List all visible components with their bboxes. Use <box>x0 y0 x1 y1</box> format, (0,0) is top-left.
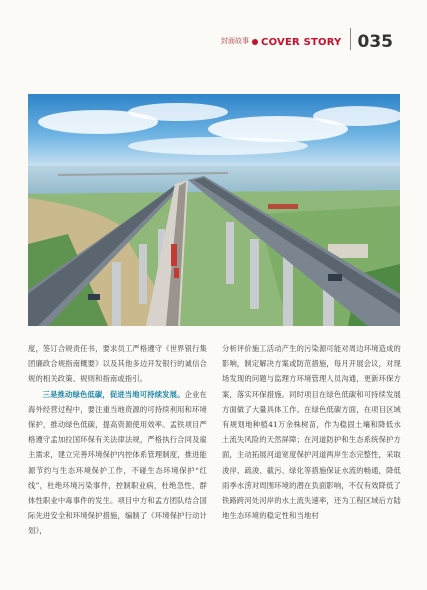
right-column <box>222 341 401 523</box>
left-paragraph-1: 度，签订合规责任书，要求员工严格遵守《世界银行集团廉政合规指南概要》以及其他多边开发银行的诚信合规的相关政策、规则和指南或指引。 <box>28 344 207 384</box>
left-column <box>28 341 207 539</box>
left-paragraph-2 <box>28 387 207 539</box>
key-point-heading: 三是推动绿色低碳，促进当地可持续发展。 <box>42 389 185 399</box>
section-title-cn: 封面故事 <box>221 37 250 45</box>
section-bullet-icon <box>252 39 258 45</box>
page-number: 035 <box>357 32 393 52</box>
page-header <box>221 26 393 52</box>
key-point-body: 企业在海外经营过程中，要注重当地资源的可持续利用和环境保护，推动绿色低碳，提高资源使用效率。孟铁项目严格遵守孟加拉国环保有关法律法规，严格执行合同及雇主需求，建立完善环境保护内控体系管理制度，推进能源节约与生态环境保护工作，不碰生态环境保护“红线”，杜绝环境污染事件，控制职业病，杜绝急性、群体性职业中毒事件的发生。项目中方和孟方团队结合国际先进安全和环境保护措施，编制了《环境保护行动计划》， <box>28 389 207 536</box>
header-divider <box>350 28 351 50</box>
section-title-en: COVER STORY <box>261 37 342 48</box>
bridge-photo <box>28 94 400 326</box>
right-paragraph-1: 分析评价施工活动产生的污染源可能对周边环境造成的影响，制定解决方案或防范措施，每月开展会议，对现场发现的问题与监理方环境管理人员沟通，更新环保方案，落实环保措施。同时项目在绿色低碳和可持续发展方面做了大量具体工作。在绿色低碳方面，在项目区域有规划地种植41万余株树苗，作为稳固土壤和降低水土流失风险的天然屏障；在河道防护和生态系统保护方面，主动拓展河道宽度保护河道两岸生态完整性，采取浚岸、疏浚、截污、绿化等措施保证水流的畅通，降低雨季水涝对周围环境的潜在负面影响，不仅有效降低了铁路跨河处河岸的水土流失速率，还为工程区域后方陆地生态环境的稳定性和当地村 <box>222 344 401 521</box>
